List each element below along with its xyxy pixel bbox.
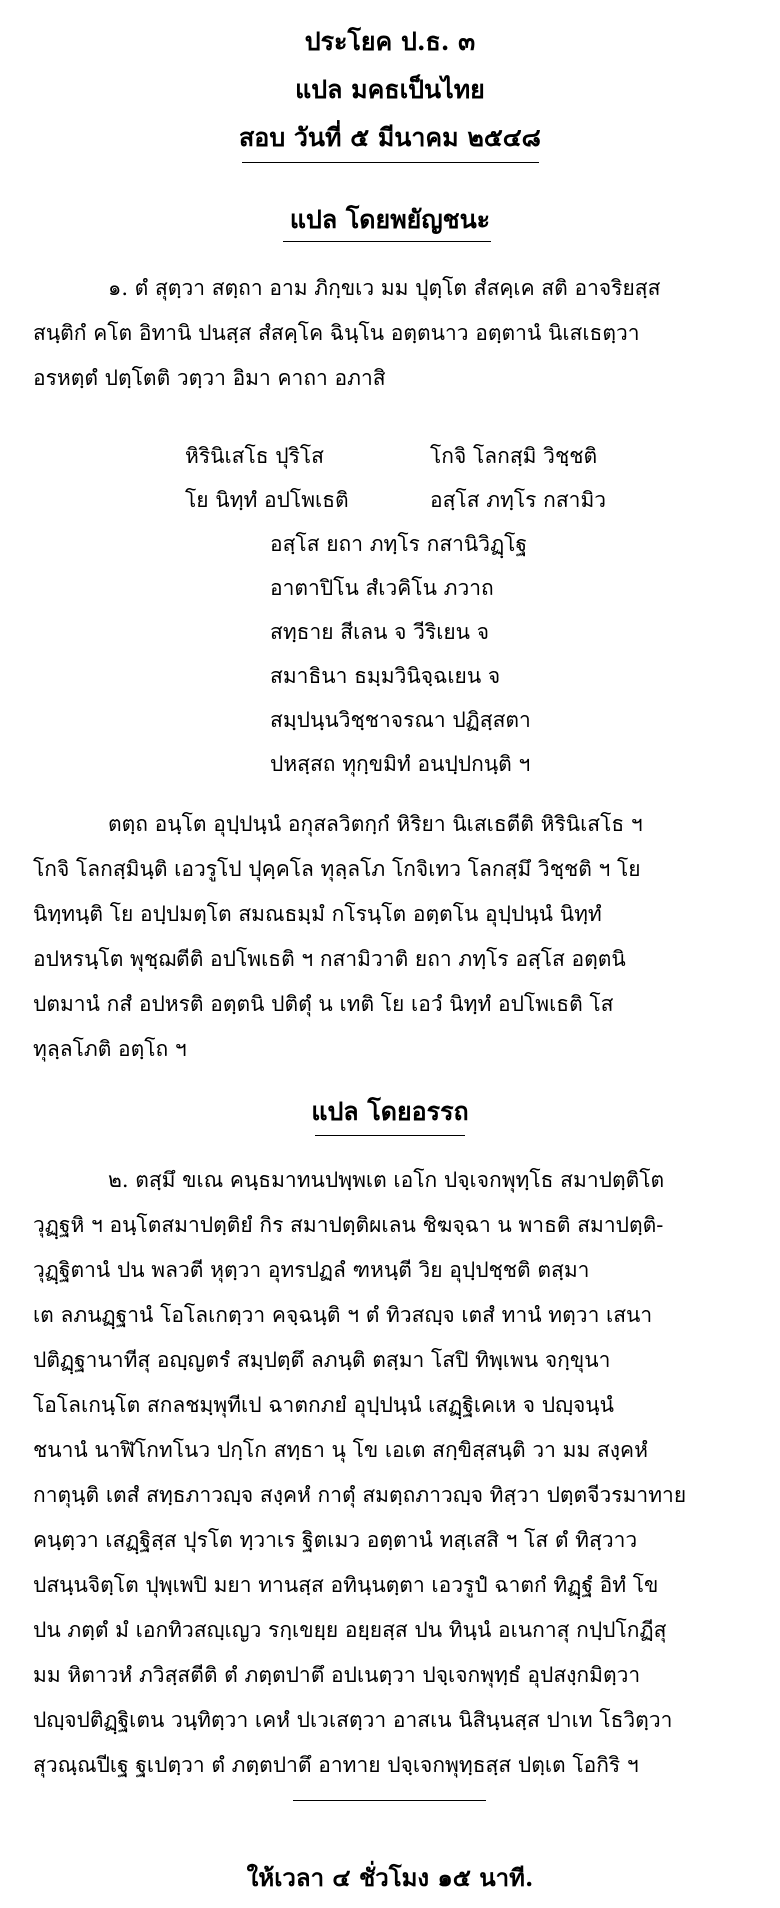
verse-line: หิรินิเสโธ ปุริโส [185, 444, 324, 468]
exam-level: ประโยค ป.ธ. ๓ [304, 27, 476, 56]
section1-para1 [33, 266, 753, 401]
paragraph-line: ๑. ตํ สุตฺวา สตฺถา อาม ภิกฺขเว มม ปุตฺโต สํสคฺเค สติ อาจริยสฺส [108, 276, 661, 300]
paragraph-line: อปหรนฺโต พุชฺฌตีติ อปโพเธติ ฯ กสามิวาติ ยถา ภทฺโร อสฺโส อตฺตนิ [33, 947, 626, 971]
paragraph-line: วุฏฺฐิตานํ ปน พลวตี หุตฺวา อุทรปฏลํ ฑหนฺตี วิย อุปฺปชฺชติ ตสฺมา [33, 1258, 590, 1282]
paragraph-line: ๒. ตสฺมึ ขเณ คนฺธมาทนปพฺพเต เอโก ปจฺเจกพุทฺโธ สมาปตฺติโต [108, 1168, 665, 1192]
paragraph-line: ตตฺถ อนฺโต อุปฺปนฺนํ อกุสลวิตกฺกํ หิริยา นิเสเธตีติ หิรินิเสโธ ฯ [108, 812, 643, 836]
verse-line: อาตาปิโน สํเวคิโน ภวาถ [270, 576, 494, 600]
paragraph-line: ปน ภตฺตํ มํ เอกทิวสญฺเญว รกฺเขยฺย อยฺยสฺส ปน ทินฺนํ อเนกาสุ กปฺปโกฏีสุ [33, 1618, 667, 1642]
paragraph-line: นิทฺทนฺติ โย อปฺปมตฺโต สมณธมฺมํ กโรนฺโต อตฺตโน อุปฺปนฺนํ นิทฺทํ [33, 902, 602, 926]
section1-title: แปล โดยพยัญชนะ [289, 205, 491, 234]
paragraph-line: คนฺตฺวา เสฏฺฐิสฺส ปุรโต ทฺวาเร ฐิตเมว อตฺตานํ ทสฺเสสิ ฯ โส ตํ ทิสฺวาว [33, 1528, 638, 1552]
paragraph-line: กาตุนฺติ เตสํ สทฺธภาวญฺจ สงฺคหํ กาตุํ สมตฺถภาวญฺจ ทิสฺวา ปตฺตจีวรมาทาย [33, 1483, 687, 1507]
paragraph-line: โกจิ โลกสฺมินฺติ เอวรูโป ปุคฺคโล ทุลฺลโภ โกจิเทว โลกสฺมึ วิชฺชติ ฯ โย [33, 857, 641, 881]
paragraph-line: มม หิตาวหํ ภวิสฺสตีติ ตํ ภตฺตปาตึ อปเนตฺวา ปจฺเจกพุทฺธํ อุปสงฺกมิตฺวา [33, 1663, 641, 1687]
paragraph-line: เต ลภนฏฺฐานํ โอโลเกตฺวา คจฺฉนฺติ ฯ ตํ ทิวสญฺจ เตสํ ทานํ ทตฺวา เสนา [33, 1303, 653, 1327]
paragraph-line: สุวณฺณปีเฐ ฐเปตฺวา ตํ ภตฺตปาตึ อาทาย ปจฺเจกพุทฺธสฺส ปตฺเต โอกิริ ฯ [33, 1753, 639, 1777]
paragraph-line: ปตมานํ กสํ อปหรติ อตฺตนิ ปติตุํ น เทติ โย เอวํ นิทฺทํ อปโพเธติ โส [33, 992, 614, 1016]
paragraph-line: อรหตฺตํ ปตฺโตติ วตฺวา อิมา คาถา อภาสิ [33, 366, 386, 390]
section1-para2 [33, 802, 753, 1072]
header-rule [242, 162, 539, 163]
verse-line: ปหสฺสถ ทุกฺขมิทํ อนปฺปกนฺติ ฯ [270, 752, 531, 776]
verse-line: สมฺปนฺนวิชฺชาจรณา ปฏิสฺสตา [270, 708, 531, 732]
paragraph-line: ปสนฺนจิตฺโต ปุพฺเพปิ มยา ทานสฺส อทินฺนตฺตา เอวรูปํ ฉาตกํ ทิฏฺฐํ อิทํ โข [33, 1573, 659, 1597]
verse-line: อสฺโส ภทฺโร กสามิว [430, 488, 607, 512]
paragraph-line: ปญฺจปติฏฺฐิเตน วนฺทิตฺวา เคหํ ปเวเสตฺวา อาสเน นิสินฺนสฺส ปาเท โธวิตฺวา [33, 1708, 673, 1732]
exam-subject: แปล มคธเป็นไทย [295, 75, 485, 104]
verse-line: สมาธินา ธมฺมวินิจฺฉเยน จ [270, 664, 501, 688]
section2-title-underline [315, 1135, 465, 1136]
time-allowed: ให้เวลา ๔ ชั่วโมง ๑๕ นาที. [246, 1863, 534, 1892]
paragraph-line: โอโลเกนฺโต สกลชมฺพุทีเป ฉาตกภยํ อุปฺปนฺนํ เสฏฺฐิเคเห จ ปญฺจนฺนํ [33, 1393, 614, 1417]
exam-date: สอบ วันที่ ๕ มีนาคม ๒๕๔๘ [239, 123, 541, 152]
paragraph-line: ทุลฺลโภติ อตฺโถ ฯ [33, 1037, 187, 1061]
section1-title-underline [283, 241, 491, 242]
footer-rule [293, 1800, 486, 1801]
paragraph-line: ปติฏฺฐานาทีสุ อญฺญตรํ สมฺปตฺตึ ลภนฺติ ตสฺมา โสปิ ทิพฺเพน จกฺขุนา [33, 1348, 611, 1372]
paragraph-line: ชนานํ นาฬิโกทโนว ปกฺโก สทฺธา นุ โข เอเต สกฺขิสฺสนฺติ วา มม สงฺคหํ [33, 1438, 648, 1462]
section2-title: แปล โดยอรรถ [311, 1097, 469, 1126]
exam-header [0, 18, 780, 162]
section2-para [33, 1158, 753, 1788]
verse-line: โกจิ โลกสฺมิ วิชฺชติ [430, 444, 598, 468]
verse-line: สทฺธาย สีเลน จ วีริเยน จ [270, 620, 490, 644]
verse-line: อสฺโส ยถา ภทฺโร กสานิวิฏฺโฐ [270, 532, 528, 556]
paragraph-line: วุฏฺฐหิ ฯ อนฺโตสมาปตฺติยํ กิร สมาปตฺติผเลน ชิฆจฺฉา น พาธติ สมาปตฺติ- [33, 1213, 664, 1237]
paragraph-line: สนฺติกํ คโต อิทานิ ปนสฺส สํสคฺโค ฉินฺโน อตฺตนาว อตฺตานํ นิเสเธตฺวา [33, 321, 640, 345]
verse-line: โย นิทฺทํ อปโพเธติ [185, 488, 349, 512]
